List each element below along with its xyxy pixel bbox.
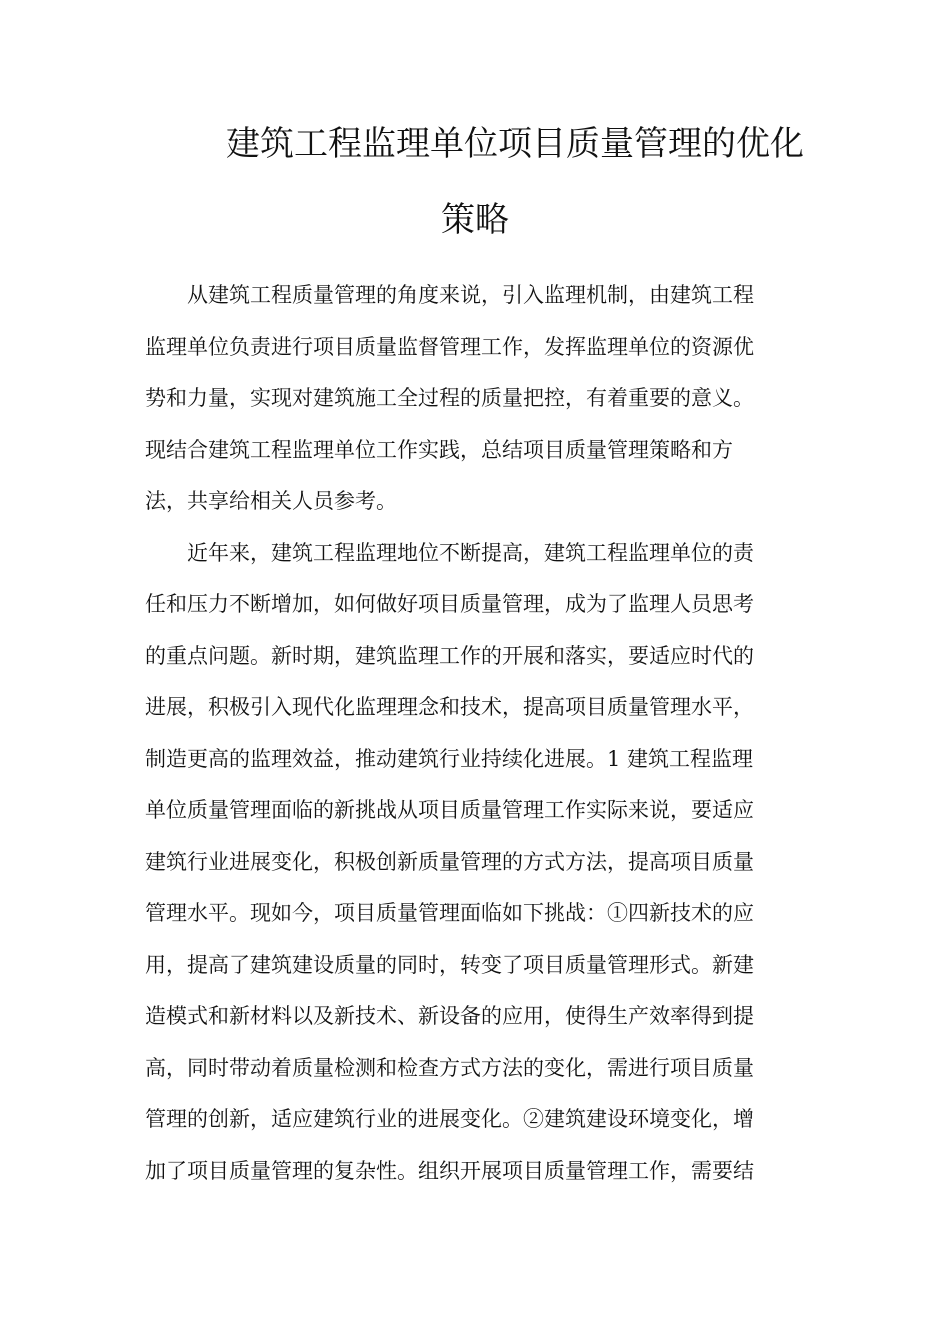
paragraph-line: 近年来，建筑工程监理地位不断提高，建筑工程监理单位的责 [187,540,754,565]
paragraph-line: 现结合建筑工程监理单位工作实践，总结项目质量管理策略和方 [145,437,733,462]
document-title-line-2: 策略 [441,200,509,240]
paragraph-line: 加了项目质量管理的复杂性。组织开展项目质量管理工作，需要结 [145,1158,754,1183]
paragraph-line: 管理水平。现如今，项目质量管理面临如下挑战：①四新技术的应 [145,901,754,925]
paragraph-line: 监理单位负责进行项目质量监督管理工作，发挥监理单位的资源优 [145,334,754,359]
paragraph-line: 任和压力不断增加，如何做好项目质量管理，成为了监理人员思考 [145,592,754,616]
paragraph-line: 的重点问题。新时期，建筑监理工作的开展和落实，要适应时代的 [145,643,754,668]
paragraph-line: 造模式和新材料以及新技术、新设备的应用，使得生产效率得到提 [145,1004,754,1028]
paragraph-line: 势和力量，实现对建筑施工全过程的质量把控，有着重要的意义。 [145,386,754,410]
document-title-line-1: 建筑工程监理单位项目质量管理的优化 [226,124,804,164]
paragraph-line: 制造更高的监理效益，推动建筑行业持续化进展。1 建筑工程监理 [145,746,754,771]
paragraph-line: 法，共享给相关人员参考。 [145,489,397,513]
paragraph-line: 高，同时带动着质量检测和检查方式方法的变化，需进行项目质量 [145,1055,754,1080]
paragraph-line: 管理的创新，适应建筑行业的进展变化。②建筑建设环境变化，增 [145,1107,754,1131]
paragraph-line: 从建筑工程质量管理的角度来说，引入监理机制，由建筑工程 [187,283,754,307]
document-body [145,270,795,1197]
paragraph-line: 单位质量管理面临的新挑战从项目质量管理工作实际来说，要适应 [145,798,754,822]
paragraph-line: 建筑行业进展变化，积极创新质量管理的方式方法，提高项目质量 [145,849,754,874]
paragraph-line: 用，提高了建筑建设质量的同时，转变了项目质量管理形式。新建 [145,952,754,977]
paragraph-line: 进展，积极引入现代化监理理念和技术，提高项目质量管理水平， [145,695,754,719]
